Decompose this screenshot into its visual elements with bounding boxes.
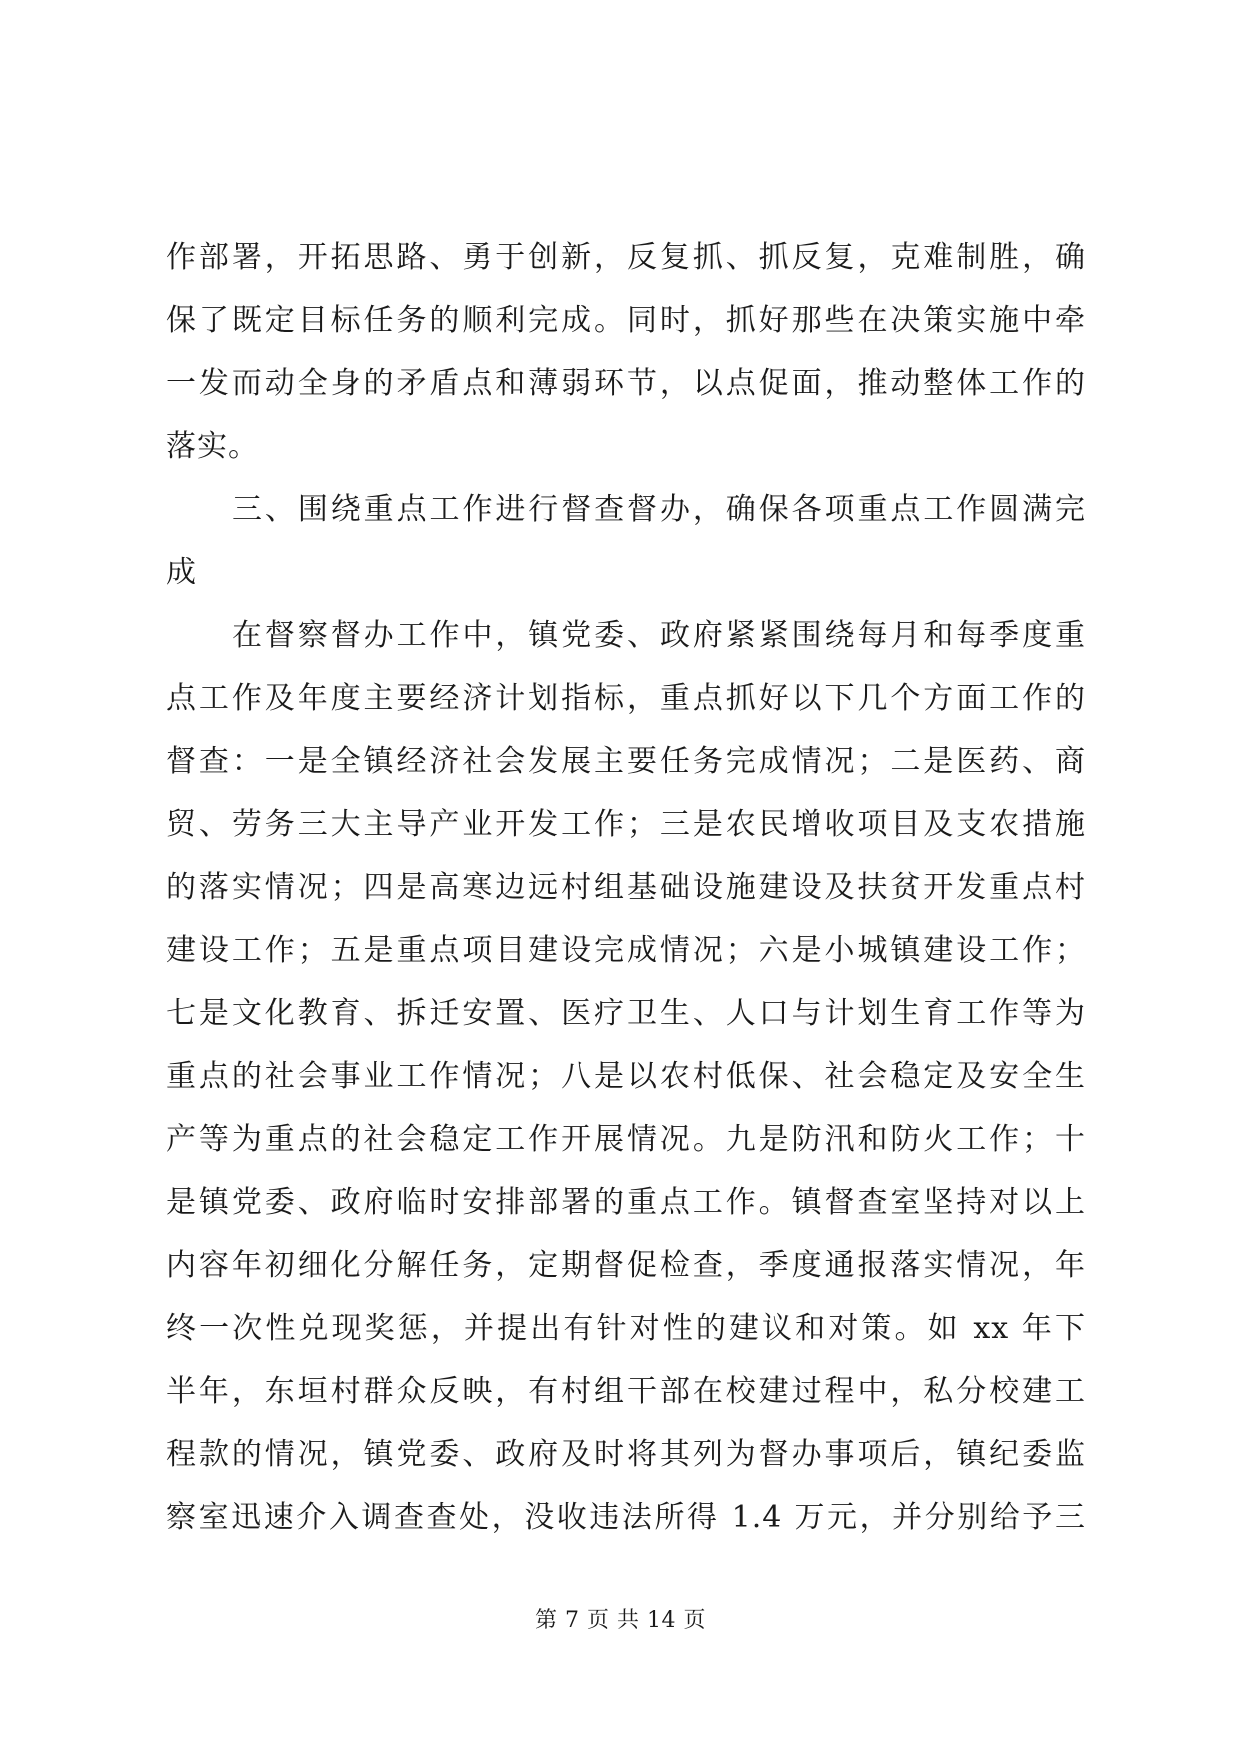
text-line-2: 保了既定目标任务的顺利完成。同时，抓好那些在决策实施中牵: [166, 303, 1086, 338]
text-line-16: 是镇党委、政府临时安排部署的重点工作。镇督查室坚持对以上: [166, 1185, 1086, 1220]
text-line-10: 贸、劳务三大主导产业开发工作；三是农民增收项目及支农措施: [166, 807, 1086, 842]
text-line-1: 作部署，开拓思路、勇于创新，反复抓、抓反复，克难制胜，确: [166, 240, 1086, 275]
text-line-13: 七是文化教育、拆迁安置、医疗卫生、人口与计划生育工作等为: [166, 996, 1086, 1031]
body-text: [166, 226, 1086, 1549]
text-line-20: 程款的情况，镇党委、政府及时将其列为督办事项后，镇纪委监: [166, 1437, 1086, 1472]
text-line-8: 点工作及年度主要经济计划指标，重点抓好以下几个方面工作的: [166, 681, 1086, 716]
text-line-4: 落实。: [166, 429, 259, 464]
text-line-9: 督查：一是全镇经济社会发展主要任务完成情况；二是医药、商: [166, 744, 1086, 779]
text-line-14: 重点的社会事业工作情况；八是以农村低保、社会稳定及安全生: [166, 1059, 1086, 1094]
text-line-21: 察室迅速介入调查查处，没收违法所得 1.4 万元，并分别给予三: [166, 1500, 1086, 1535]
section-heading-line-2: 成: [166, 555, 197, 590]
text-line-15: 产等为重点的社会稳定工作开展情况。九是防汛和防火工作；十: [166, 1122, 1086, 1157]
text-line-18: 终一次性兑现奖惩，并提出有针对性的建议和对策。如 xx 年下: [166, 1311, 1086, 1346]
text-line-17: 内容年初细化分解任务，定期督促检查，季度通报落实情况，年: [166, 1248, 1086, 1283]
text-line-19: 半年，东垣村群众反映，有村组干部在校建过程中，私分校建工: [166, 1374, 1086, 1409]
text-line-3: 一发而动全身的矛盾点和薄弱环节，以点促面，推动整体工作的: [166, 366, 1086, 401]
text-line-11: 的落实情况；四是高寒边远村组基础设施建设及扶贫开发重点村: [166, 870, 1086, 905]
text-line-12: 建设工作；五是重点项目建设完成情况；六是小城镇建设工作；: [166, 933, 1086, 968]
page-number-footer: 第 7 页 共 14 页: [535, 1608, 706, 1633]
text-line-7: 在督察督办工作中，镇党委、政府紧紧围绕每月和每季度重: [232, 618, 1086, 653]
section-heading-line-1: 三、围绕重点工作进行督查督办，确保各项重点工作圆满完: [232, 492, 1086, 527]
